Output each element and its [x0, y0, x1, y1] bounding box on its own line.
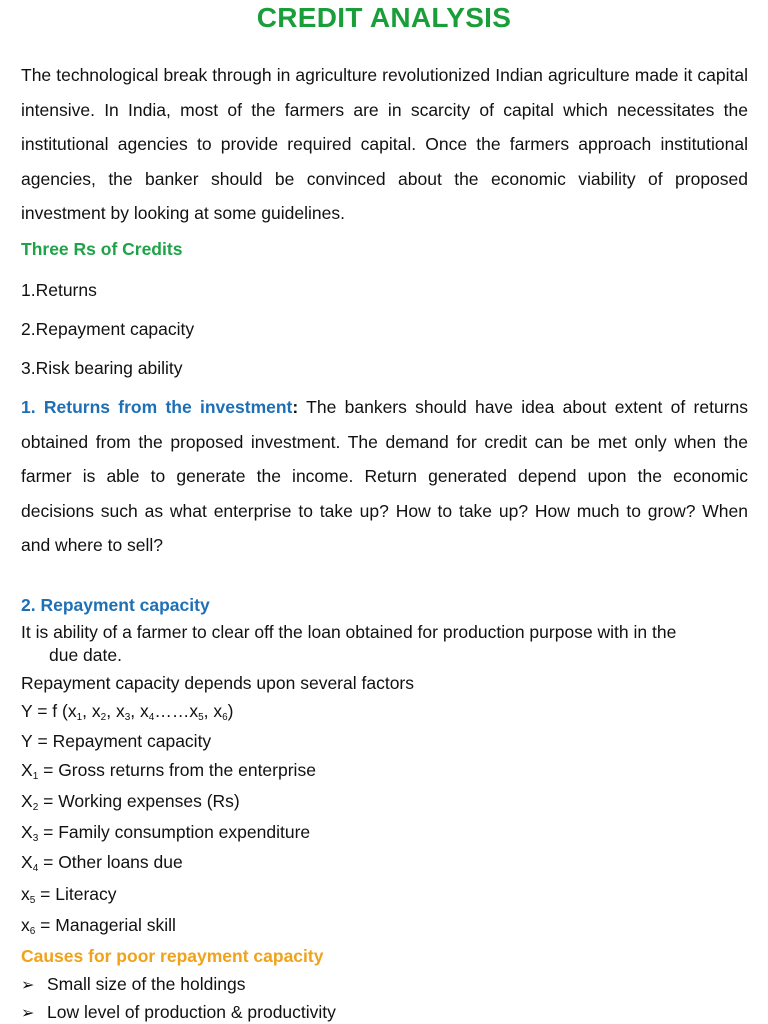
- variable-definition: [21, 822, 310, 844]
- variable-definition: [21, 731, 211, 753]
- three-rs-heading: Three Rs of Credits: [21, 239, 183, 259]
- variable-description: = Managerial skill: [35, 915, 176, 935]
- variable-subscript: 5: [29, 895, 36, 906]
- formula-subscript: 2: [100, 712, 107, 723]
- formula-text: ……x: [154, 701, 199, 721]
- variable-description: = Working expenses (Rs): [38, 791, 240, 811]
- formula-subscript: 1: [76, 712, 83, 723]
- variable-definition: [21, 915, 176, 937]
- intro-paragraph: The technological break through in agriculture revolutionized Indian agriculture made it capital intensive. In India, most of the farmers are in scarcity of capital which necessitates the institutional agencies to provide required capital. Once the farmers approach institutional agencies, the banker should be convinced about the economic viability of proposed investment by looking at some guidelines.: [21, 65, 748, 223]
- formula-text: , x: [130, 701, 149, 721]
- formula-subscript: 6: [222, 712, 228, 723]
- arrow-bullet-icon: ➢: [21, 977, 35, 994]
- variable-subscript: 1: [32, 771, 39, 782]
- factors-intro: Repayment capacity depends upon several factors: [21, 673, 415, 693]
- formula-subscript: 3: [124, 712, 131, 723]
- variable-symbol: Y: [21, 731, 33, 751]
- arrow-bullet-icon: ➢: [21, 1005, 35, 1022]
- variable-description: = Family consumption expenditure: [38, 822, 311, 842]
- returns-colon: :: [292, 397, 299, 417]
- formula-text: , x: [106, 701, 125, 721]
- variable-symbol: X: [21, 822, 33, 842]
- variable-definition: [21, 884, 117, 906]
- causes-item-text: Small size of the holdings: [47, 974, 246, 994]
- causes-list-item: [21, 974, 245, 995]
- variable-description: = Gross returns from the enterprise: [38, 760, 316, 780]
- formula-text: Y = f (x: [21, 701, 77, 721]
- causes-item-text: Low level of production & productivity: [47, 1002, 336, 1022]
- formula: [21, 701, 234, 723]
- variable-definition: [21, 760, 316, 782]
- causes-list-item: [21, 1002, 336, 1023]
- variable-subscript: 3: [32, 833, 39, 844]
- three-rs-item: 1.Returns: [21, 280, 97, 300]
- formula-subscript: 5: [198, 712, 204, 723]
- variable-symbol: X: [21, 760, 33, 780]
- variable-description: = Literacy: [35, 884, 117, 904]
- returns-paragraph: [21, 390, 748, 563]
- page-title: CREDIT ANALYSIS: [256, 2, 512, 33]
- variable-subscript: 6: [29, 926, 36, 937]
- formula-text: , x: [203, 701, 223, 721]
- returns-heading: 1. Returns from the investment: [21, 397, 293, 417]
- variable-description: = Other loans due: [38, 852, 183, 872]
- variable-symbol: X: [21, 852, 33, 872]
- formula-subscript: 4: [148, 712, 155, 723]
- variable-subscript: 4: [32, 863, 39, 874]
- formula-text: , x: [82, 701, 101, 721]
- repayment-definition: [21, 621, 748, 667]
- repayment-definition-line2: due date.: [49, 645, 122, 665]
- three-rs-item: 3.Risk bearing ability: [21, 358, 183, 378]
- repayment-definition-line1: It is ability of a farmer to clear off the loan obtained for production purpose with in the: [21, 622, 677, 642]
- variable-symbol: x: [21, 915, 30, 935]
- causes-heading: Causes for poor repayment capacity: [21, 946, 324, 966]
- variable-symbol: X: [21, 791, 33, 811]
- returns-text: The bankers should have idea about extent of returns obtained from the proposed investment. The demand for credit can be met only when the farmer is able to generate the income. Return generated depend upon the economic decisions such as what enterprise to take up? How to take up? How much to grow? When and where to sell?: [21, 397, 748, 555]
- repayment-heading: 2. Repayment capacity: [21, 595, 210, 615]
- three-rs-item: 2.Repayment capacity: [21, 319, 195, 339]
- variable-definition: [21, 852, 183, 874]
- variable-subscript: 2: [32, 802, 39, 813]
- variable-definition: [21, 791, 240, 813]
- variable-description: = Repayment capacity: [32, 731, 212, 751]
- formula-text: ): [227, 701, 234, 721]
- variable-symbol: x: [21, 884, 30, 904]
